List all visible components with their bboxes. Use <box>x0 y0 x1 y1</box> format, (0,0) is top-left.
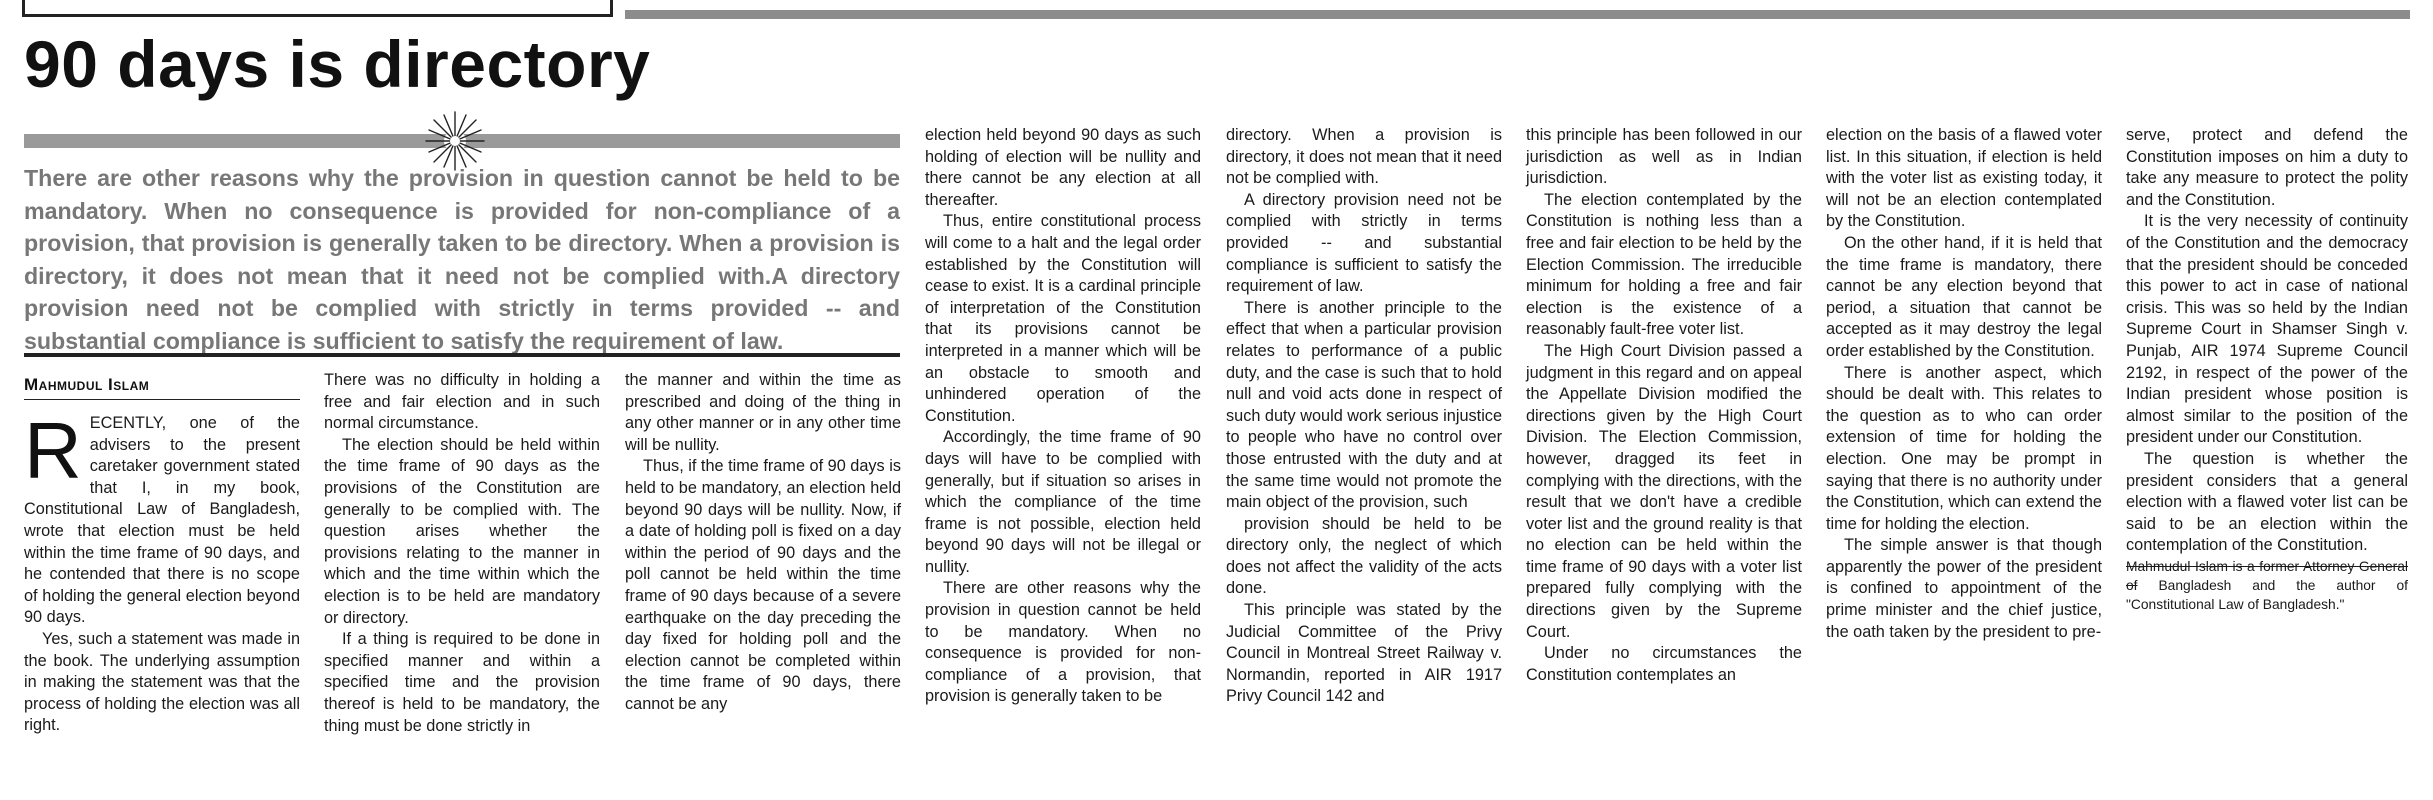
paragraph: It is the very necessity of continuity of the Constitution and the democracy that the president should be conceded this power to act in case of national crisis. This was so held by the Indian Supreme Court in Shamser Singh v. Punjab, AIR 1974 Supreme Council 2192, in respect of the power of the Indian president whose position is almost similar to the position of the president under our Constitution. <box>2126 212 2408 447</box>
article-column-5 <box>1226 125 1502 708</box>
footnote-struck-text: Mahmudul Islam is a former Attorney General of <box>2126 558 2408 593</box>
deck-summary: There are other reasons why the provision in question cannot be held to be mandatory. When no consequence is provided for non-compliance of a provision, that provision is generally taken to be directory. When a provision is directory, it does not mean that it need not be complied with.A directory provision need not be complied with strictly in terms provided -- and substantial compliance is sufficient to satisfy the requirement of law. <box>24 165 900 354</box>
paragraph: The election contemplated by the Constitution is nothing less than a free and fair election to be held by the Election Commission. The irreducible minimum for holding a free and fair election is the existence of a reasonably fault-free voter list. <box>1526 190 1802 339</box>
paragraph: A directory provision need not be complied with strictly in terms provided -- and substantial compliance is sufficient to satisfy the requirement of law. <box>1226 190 1502 296</box>
drop-cap: R <box>24 406 82 495</box>
paragraph: Thus, entire constitutional process will come to a halt and the legal order established by the Constitution will cease to exist. It is a cardinal principle of interpretation of the Constitution that its provisions cannot be interpreted in a manner which will be an obstacle to smooth and unhindered operation of the Constitution. <box>925 212 1201 425</box>
headline: 90 days is directory <box>24 27 651 101</box>
article-column-3 <box>625 370 901 716</box>
paragraph: Accordingly, the time frame of 90 days will have to be complied with generally, but if situation so arises in which the compliance of the time frame is not possible, election held beyond 90 days will not be illegal or nullity. <box>925 428 1201 576</box>
paragraph: RECENTLY, one of the advisers to the present caretaker government stated that I, in my book, Constitutional Law of Bangladesh, wrote that election must be held within the time frame of 90 days, and he contended that there is no scope of holding the general election beyond 90 days. <box>24 406 300 627</box>
paragraph: the manner and within the time as prescribed and doing of the thing in any other manner or in any other time will be nullity. <box>625 371 901 454</box>
paragraph: This principle was stated by the Judicial Committee of the Privy Council in Montreal Street Railway v. Normandin, reported in AIR 1917 Privy Council 142 and <box>1226 601 1502 706</box>
paragraph: There was no difficulty in holding a free and fair election and in such normal circumstance. <box>324 371 600 433</box>
footnote-text: Bangladesh and the author of "Constitutional Law of Bangladesh." <box>2126 577 2408 612</box>
paragraph: On the other hand, if it is held that the time frame is mandatory, there cannot be any election beyond that period, a situation that cannot be accepted as it may destroy the legal order established by the Constitution. <box>1826 233 2102 360</box>
paragraph: this principle has been followed in our jurisdiction as well as in Indian jurisdiction. <box>1526 126 1802 188</box>
paragraph: The High Court Division passed a judgment in this regard and on appeal the Appellate Division modified the directions given by the High Court Division. The Election Commission, however, dragged its feet in complying with the directions, with the result that we don't have a credible voter list and the ground reality is that no election can be held within the time frame of 90 days with a voter list prepared fully complying with the directions given by the Supreme Court. <box>1526 341 1802 641</box>
article-column-4 <box>925 125 1201 708</box>
paragraph: The simple answer is that though apparently the power of the president is confined to appointment of the prime minister and the chief justice, the oath taken by the president to pre- <box>1826 536 2102 641</box>
article-column-6 <box>1526 125 1802 686</box>
paragraph: provision should be held to be directory only, the neglect of which does not affect the validity of the acts done. <box>1226 514 1502 598</box>
paragraph: There are other reasons why the provision in question cannot be held to be mandatory. When no consequence is provided for non-compliance of a provision, that provision is generally taken to be <box>925 579 1201 706</box>
deck-bottom-rule <box>24 353 900 357</box>
paragraph: election held beyond 90 days as such holding of election will be nullity and there cannot be any election at all thereafter. <box>925 126 1201 209</box>
paragraph: Yes, such a statement was made in the book. The underlying assumption in making the statement was that the process of holding the election was all right. <box>24 629 300 735</box>
top-grey-rule <box>625 10 2410 19</box>
top-frame-box <box>22 0 613 17</box>
article-column-8 <box>2126 125 2408 614</box>
paragraph: If a thing is required to be done in specified manner and within a specified time and the provision thereof is held to be mandatory, the thing must be done strictly in <box>324 630 600 735</box>
author-footnote <box>2126 557 2408 614</box>
paragraph: Under no circumstances the Constitution contemplates an <box>1526 644 1802 684</box>
paragraph: The question is whether the president considers that a general election with a flawed voter list can be said to be an election within the contemplation of the Constitution. <box>2126 449 2408 555</box>
paragraph: directory. When a provision is directory, it does not mean that it need not be complied with. <box>1226 126 1502 188</box>
paragraph: serve, protect and defend the Constitution imposes on him a duty to take any measure to protect the polity and the Constitution. <box>2126 126 2408 209</box>
paragraph: Thus, if the time frame of 90 days is held to be mandatory, an election held beyond 90 days will be nullity. Now, if a date of holding poll is fixed on a day within the period of 90 days and the poll cannot be held within the time frame of 90 days because of a severe earthquake on the day preceding the day fixed for holding poll and the election cannot be completed within the time frame of 90 days, there cannot be any <box>625 457 901 713</box>
paragraph: There is another aspect, which should be dealt with. This relates to the question as to who can order extension of time for holding the election. One may be prompt in saying that there is no authority under the Constitution, which can extend the time for holding the election. <box>1826 363 2102 533</box>
paragraph: The election should be held within the time frame of 90 days as the provisions of the Constitution are generally to be complied with. The question arises whether the provisions relating to the manner in which and the time within which the election is to be held are mandatory or directory. <box>324 435 600 627</box>
byline: Mahmudul Islam <box>24 375 300 400</box>
paragraph: election on the basis of a flawed voter list. In this situation, if election is held with the voter list as existing today, it will not be an election contemplated by the Constitution. <box>1826 126 2102 231</box>
paragraph: There is another principle to the effect that when a particular provision relates to performance of a public duty, and the case is such that to hold null and void acts done in respect of such duty would work serious injustice to people who have no control over those entrusted with the duty and at the same time would not promote the main object of the provision, such <box>1226 298 1503 512</box>
article-column-7 <box>1826 125 2102 643</box>
article-column-2 <box>324 370 600 737</box>
article-column-1 <box>24 406 300 737</box>
